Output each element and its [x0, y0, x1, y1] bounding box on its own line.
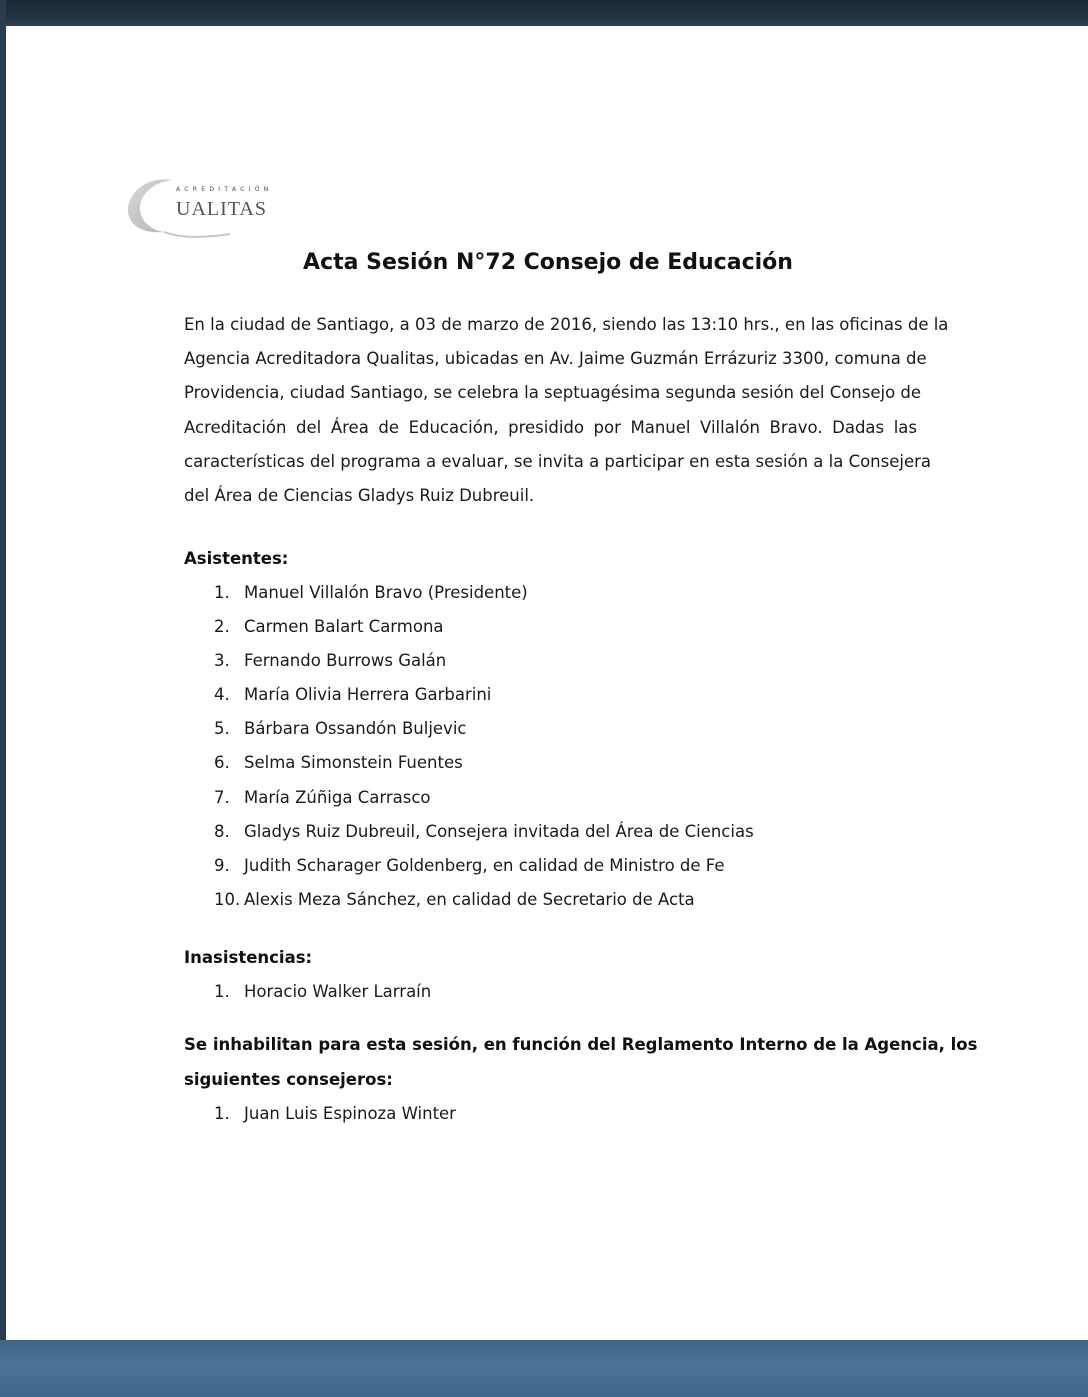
scan-border-bottom — [0, 1340, 1088, 1397]
logo-subtitle: ACREDITACIÓN — [176, 186, 273, 193]
intro-line: Providencia, ciudad Santiago, se celebra la septuagésima segunda sesión del Consejo de — [184, 383, 922, 402]
list-item-number: 2. — [214, 617, 230, 636]
list-item — [214, 752, 463, 774]
list-item-number: 10. — [214, 890, 241, 909]
intro-line: Acreditación del Área de Educación, presidido por Manuel Villalón Bravo. Dadas las — [184, 418, 917, 437]
list-item-text: Horacio Walker Larraín — [244, 982, 432, 1001]
list-item-number: 5. — [214, 719, 230, 738]
inasistencias-heading: Inasistencias: — [184, 948, 313, 967]
list-item-number: 3. — [214, 651, 230, 670]
list-item-text: Alexis Meza Sánchez, en calidad de Secretario de Acta — [244, 890, 695, 909]
list-item — [214, 1103, 456, 1125]
list-item-number: 6. — [214, 753, 230, 772]
intro-line: Agencia Acreditadora Qualitas, ubicadas en Av. Jaime Guzmán Errázuriz 3300, comuna de — [184, 349, 927, 368]
asistentes-heading: Asistentes: — [184, 549, 289, 568]
list-item — [214, 684, 491, 706]
list-item — [214, 616, 444, 638]
list-item-number: 4. — [214, 685, 230, 704]
list-item-number: 8. — [214, 822, 230, 841]
list-item — [214, 650, 446, 672]
scan-border-top — [0, 0, 1088, 26]
intro-line: del Área de Ciencias Gladys Ruiz Dubreuil. — [184, 486, 535, 505]
list-item-text: Gladys Ruiz Dubreuil, Consejera invitada del Área de Ciencias — [244, 822, 754, 841]
list-item-text: Manuel Villalón Bravo (Presidente) — [244, 583, 528, 602]
list-item-text: Judith Scharager Goldenberg, en calidad de Ministro de Fe — [244, 856, 725, 875]
list-item — [214, 855, 725, 877]
list-item-text: Fernando Burrows Galán — [244, 651, 447, 670]
list-item-text: Carmen Balart Carmona — [244, 617, 444, 636]
page-title — [0, 250, 1088, 275]
list-item — [214, 981, 431, 1003]
inhabilitan-heading-line: siguientes consejeros: — [184, 1070, 393, 1089]
list-item-number: 1. — [214, 1104, 230, 1123]
list-item — [214, 821, 754, 843]
list-item-text: Juan Luis Espinoza Winter — [244, 1104, 456, 1123]
intro-line: características del programa a evaluar, se invita a participar en esta sesión a la Consejera — [184, 452, 932, 471]
list-item-text: María Zúñiga Carrasco — [244, 788, 431, 807]
list-item-number: 1. — [214, 982, 230, 1001]
page-title-text: Acta Sesión N°72 Consejo de Educación — [303, 250, 793, 275]
list-item — [214, 889, 695, 911]
list-item-text: María Olivia Herrera Garbarini — [244, 685, 492, 704]
logo-name: UALITAS — [176, 198, 267, 220]
qualitas-logo — [120, 170, 300, 250]
list-item-number: 1. — [214, 583, 230, 602]
inhabilitan-heading-line: Se inhabilitan para esta sesión, en función del Reglamento Interno de la Agencia, los — [184, 1035, 978, 1054]
list-item — [214, 787, 431, 809]
list-item — [214, 718, 466, 740]
intro-line: En la ciudad de Santiago, a 03 de marzo de 2016, siendo las 13:10 hrs., en las oficinas de la — [184, 315, 949, 334]
list-item-text: Selma Simonstein Fuentes — [244, 753, 463, 772]
list-item-number: 7. — [214, 788, 230, 807]
list-item-number: 9. — [214, 856, 230, 875]
list-item-text: Bárbara Ossandón Buljevic — [244, 719, 467, 738]
list-item — [214, 582, 528, 604]
